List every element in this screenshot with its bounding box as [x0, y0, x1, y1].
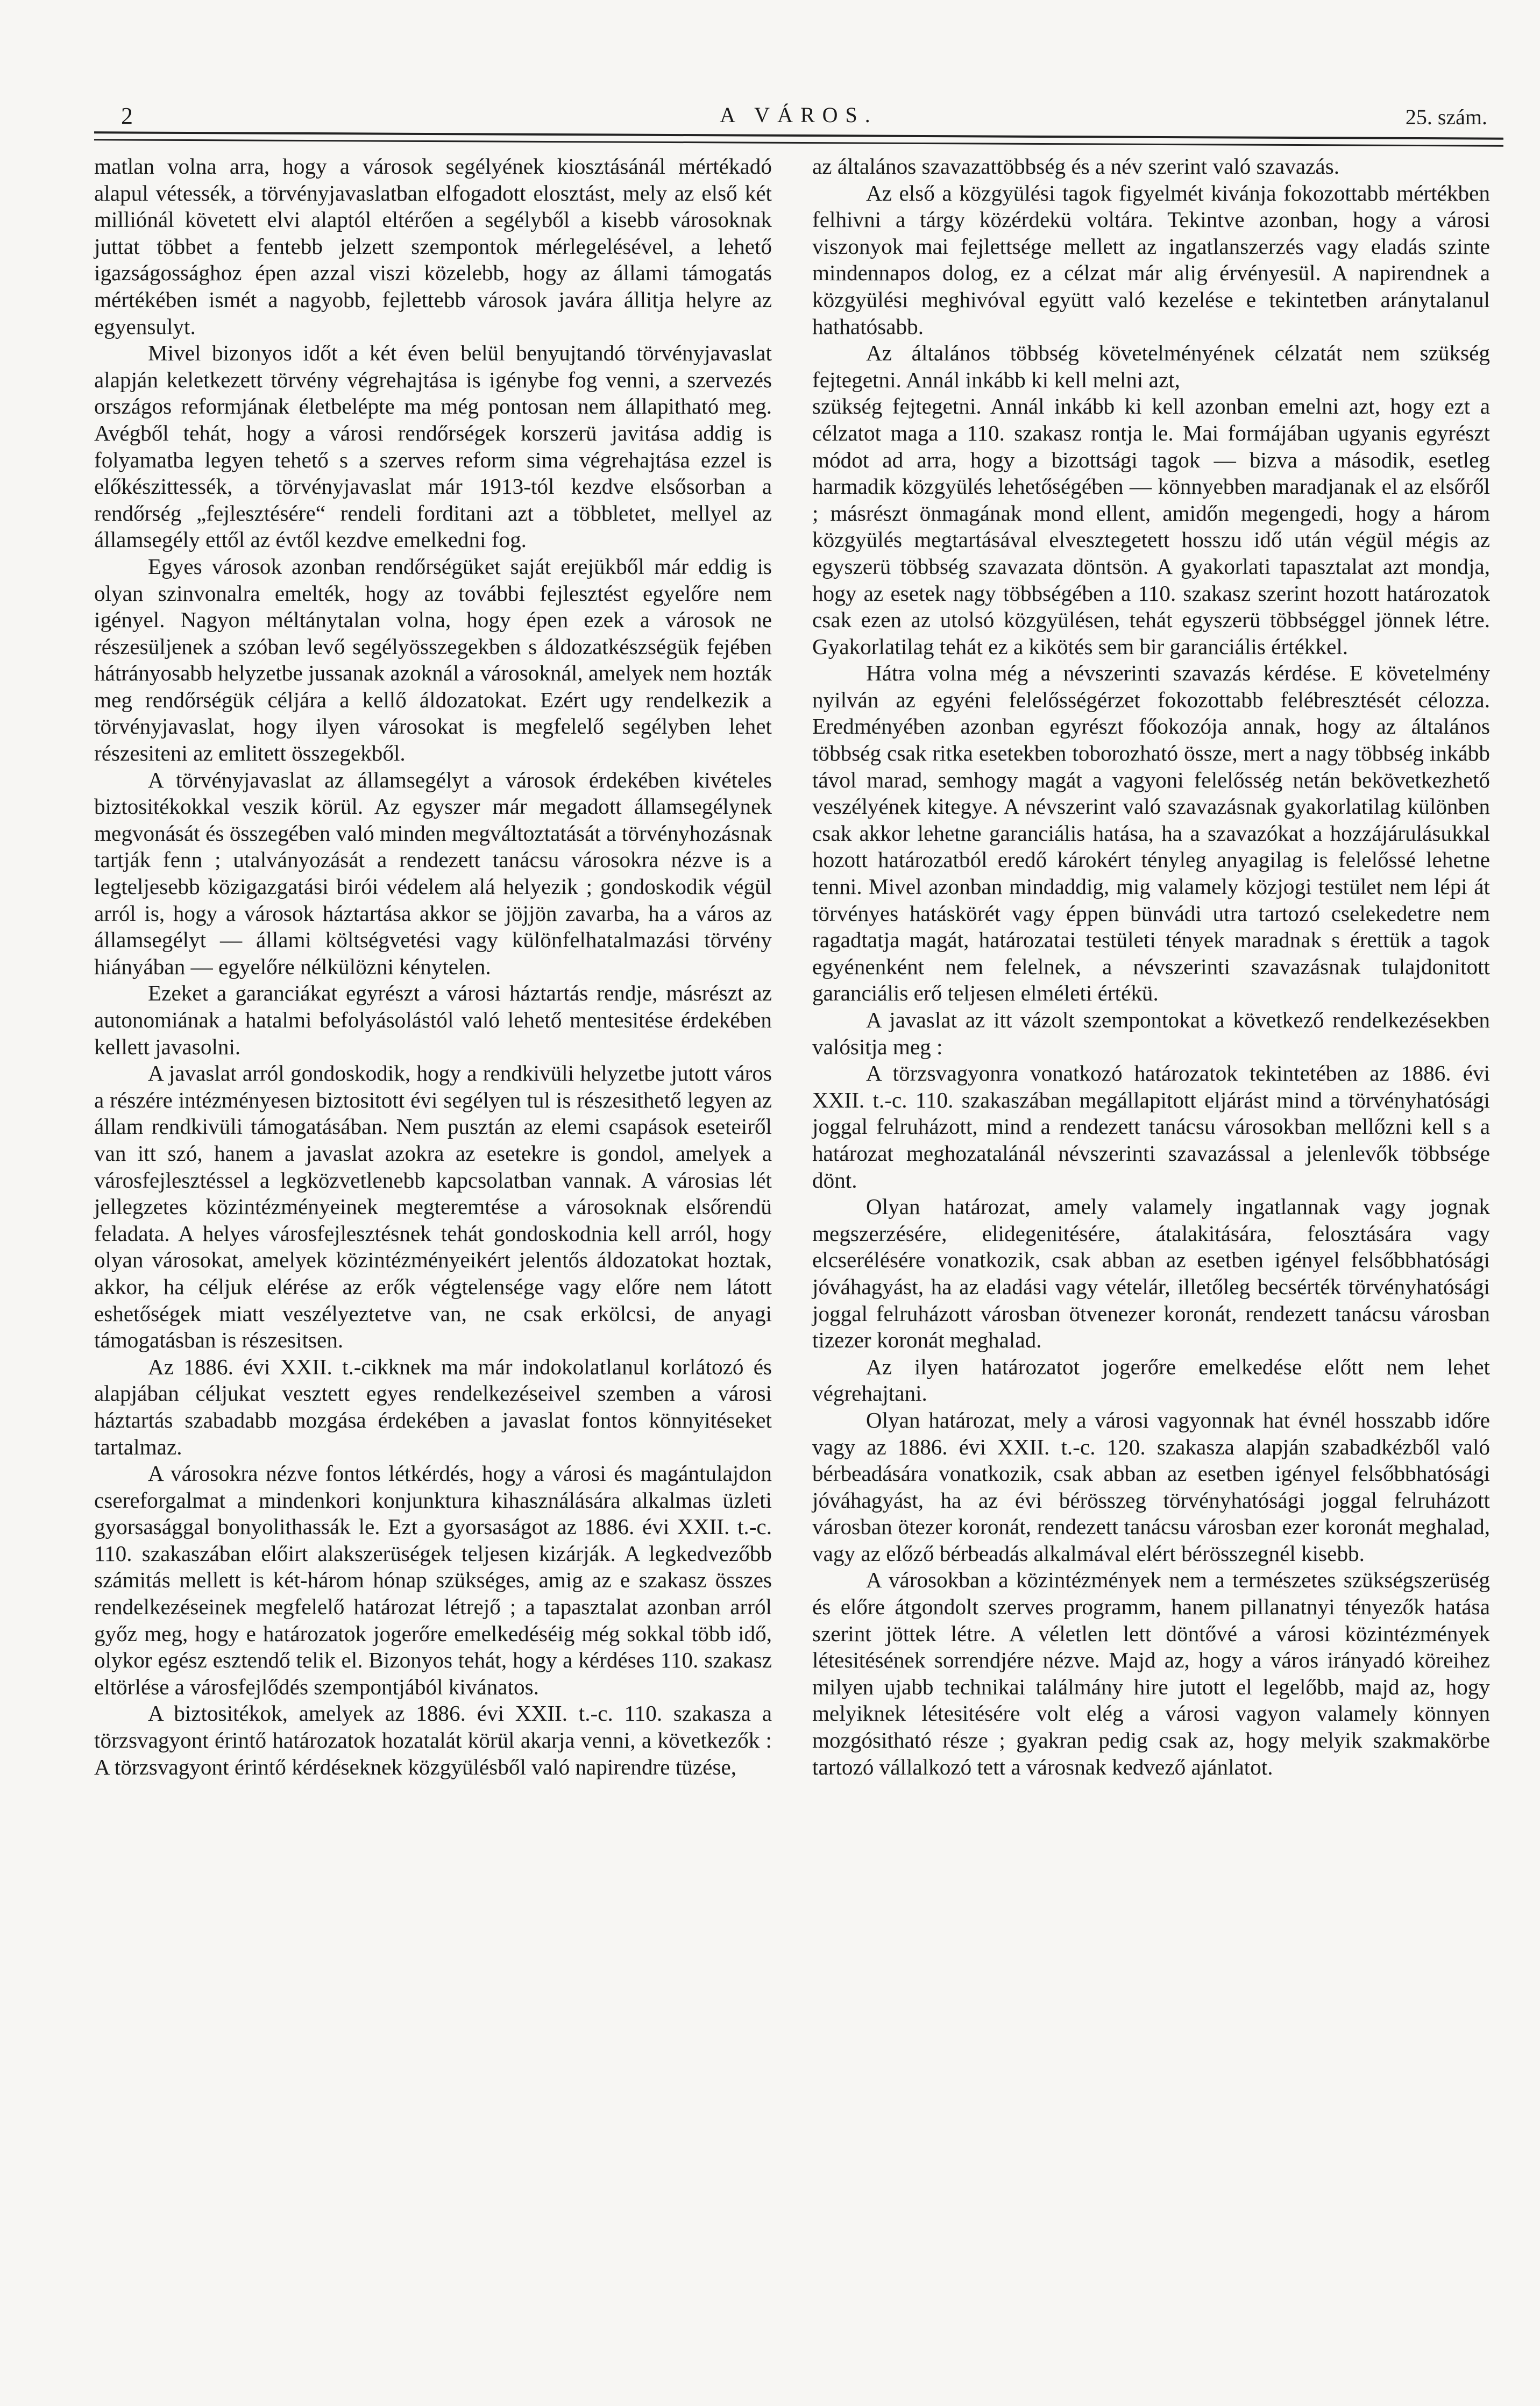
paragraph: Az általános többség követelményének célzatát nem szükség fejtegetni. Annál inkább ki kell melni azt,	[812, 340, 1490, 392]
paragraph: az általános szavazattöbbség és a név szerint való szavazás.	[812, 154, 1340, 179]
right-column	[812, 153, 1490, 1780]
paragraph: A javaslat az itt vázolt szempontokat a következő rendelkezésekben valósitja meg :	[812, 1007, 1490, 1059]
paragraph: A városokban a közintézmények nem a természetes szükségszerüség és előre átgondolt szerves programm, hanem pillanatnyi tényezők hatása szerint jöttek létre. A véletlen lett döntővé a városi közintézmények létesitésének sorrendjére nézve. Majd az, hogy a város irányadó köreihez milyen ujabb technikai találmány hire jutott el legelőbb, majd az, hogy melyiknek létesitésére volt elég a városi vagyon valamely könnyen mozgósitható része ; gyakran pedig csak az, hogy melyik szakmakörbe tartozó vállalkozó tett a városnak kedvező ajánlatot.	[812, 1567, 1490, 1779]
paragraph: Hátra volna még a névszerinti szavazás kérdése. E követelmény nyilván az egyéni felelősségérzet fokozottabb felébresztését célozza. Eredményében azonban egyrészt főokozója annak, hogy az általános többség csak ritka esetekben toborozható össze, mert a nagy többség inkább távol marad, semhogy magát a vagyoni felelősség netán bekövetkezhető veszélyének kitegye. A névszerint való szavazásnak gyakorlatilag különben csak akkor lehetne garanciális hatása, ha a szavazókat a hozzájárulásukkal hozott határozatból eredő károkért tényleg anyagilag is felelőssé lehetne tenni. Mivel azonban mindaddig, mig valamely közjogi testület nem lépi át törvényes hatáskörét vagy éppen bünvádi utra tartozó cselekedetre nem ragadtatja magát, határozatai testületi tények maradnak s érettük a tagok egyénenként nem felelnek, a névszerinti szavazásnak tulajdonitott garanciális erő teljesen elméleti értékü.	[812, 661, 1490, 1006]
left-column	[94, 153, 772, 1780]
page-number: 2	[121, 103, 133, 129]
paragraph: Az első a közgyülési tagok figyelmét kivánja fokozottabb mértékben felhivni a tárgy közérdekü voltára. Tekintve azonban, hogy a városi viszonyok mai fejlettsége mellett az ingatlanszerzés vagy eladás szinte mindennapos dolog, ez a célzat már alig érvényesül. A napirendnek a közgyülési meghivóval együtt való kezelése e tekintetben aránytalanul hathatósabb.	[812, 180, 1490, 339]
paragraph: Ezeket a garanciákat egyrészt a városi háztartás rendje, másrészt az autonomiának a hatalmi befolyásolástól való lehető mentesitése érdekében kellett javasolni.	[94, 981, 772, 1059]
paragraph: A törzsvagyonra vonatkozó határozatok tekintetében az 1886. évi XXII. t.-c. 110. szakaszában megállapitott eljárást mind a törvényhatósági joggal felruházott, mind a rendezett tanácsu városokban mellőzni kell s a határozat meghozatalánál névszerinti szavazással a jelenlevők többsége dönt.	[812, 1061, 1490, 1193]
paragraph: Egyes városok azonban rendőrségüket saját erejükből már eddig is olyan szinvonalra emelték, hogy az további fejlesztést egyelőre nem igényel. Nagyon méltánytalan volna, hogy épen ezek a városok ne részesüljenek a szóban levő segélyösszegekben s áldozatkészségük fejében hátrányosabb helyzetbe jussanak azoknál a városoknál, amelyek nem hozták meg rendőrségük céljára a kellő áldozatokat. Ezért ugy rendelkezik a törvényjavaslat, hogy ilyen városokat is megfelelő segélyben lehet részesiteni az emlitett összegekből.	[94, 553, 772, 766]
paragraph: Az 1886. évi XXII. t.-cikknek ma már indokolatlanul korlátozó és alapjában céljukat vesztett egyes rendelkezéseivel szemben a városi háztartás szabadabb mozgása érdekében a javaslat fontos könnyitéseket tartalmaz.	[94, 1354, 772, 1459]
paragraph: Olyan határozat, mely a városi vagyonnak hat évnél hosszabb időre vagy az 1886. évi XXII. t.-c. 120. szakasza alapján szabadkézből való bérbeadására vonatkozik, csak abban az esetben igényel felsőbbhatósági jóváhagyást, ha az évi bérösszeg törvényhatósági joggal felruházott városban ötezer koronát, rendezett tanácsu városban ezer koronát meghalad, vagy az előző bérbeadás alkalmával elért bérösszegnél kisebb.	[812, 1407, 1490, 1566]
paragraph: szükség fejtegetni. Annál inkább ki kell azonban emelni azt, hogy ezt a célzatot maga a 110. szakasz rontja le. Mai formájában ugyanis egyrészt módot ad arra, hogy a bizottsági tagok — bizva a második, esetleg harmadik közgyülés lehetőségében — könnyebben maradjanak el az elsőről ; másrészt önmagának mond ellent, amidőn megengedi, hogy a három közgyülés megtartásával elvesztegetett hosszu idő után végül mégis az egyszerü többség szavazata döntsön. A gyakorlati tapasztalat azt mondja, hogy az esetek nagy többségében a 110. szakasz szerint hozott határozatok csak ezen az utolsó közgyülésen, tehát egyszerü többséggel jönnek létre. Gyakorlatilag tehát ez a kikötés sem bir garanciális értékkel.	[812, 394, 1490, 659]
paragraph: A városokra nézve fontos létkérdés, hogy a városi és magántulajdon csereforgalmat a mindenkori konjunktura kihasználására alkalmas üzleti gyorsasággal bonyolithassák le. Ezt a gyorsaságot az 1886. évi XXII. t.-c. 110. szakaszában előirt alakszerüségek teljesen kizárják. A legkedvezőbb számitás mellett is két-három hónap szükséges, amig az e szakasz összes rendelkezéseinek megfelelő határozat létrejő ; a tapasztalat azonban arról győz meg, hogy e határozatok jogerőre emelkedéséig még sokkal több idő, olykor egész esztendő telik el. Bizonyos tehát, hogy a kérdéses 110. szakasz eltörlése a városfejlődés szempontjából kivánatos.	[94, 1461, 772, 1699]
paragraph: matlan volna arra, hogy a városok segélyének kiosztásánál mértékadó alapul vétessék, a törvényjavaslatban elfogadott elosztást, mely az első két milliónál követett elvi alaptól eltérően a segélyből a kisebb városoknak juttat többet a fentebb jelzett szempontok mérlegelésével, a lehető igazságossághoz épen azzal viszi közelebb, hogy az állami támogatás mértékében ismét a nagyobb, fejlettebb városok javára állitja helyre az egyensulyt.	[94, 154, 772, 339]
paragraph: Olyan határozat, amely valamely ingatlannak vagy jognak megszerzésére, elidegenitésére, átalakitására, felosztására vagy elcserélésére vonatkozik, csak abban az esetben igényel felsőbbhatósági jóváhagyást, ha az eladási vagy vételár, illetőleg becsérték törvényhatósági joggal felruházott városban ötvenezer koronát, rendezett tanácsu városban tizezer koronát meghalad.	[812, 1194, 1490, 1353]
paragraph: A törvényjavaslat az államsegélyt a városok érdekében kivételes biztositékokkal veszik körül. Az egyszer már megadott államsegélynek megvonását és összegében való minden megváltoztatását a törvényhozásnak tartják fenn ; utalványozását a rendezett tanácsu városokra nézve is a legteljesebb közigazgatási birói védelem alá helyezik ; gondoskodik végül arról is, hogy a városok háztartása akkor se jöjjön zavarba, ha a város az államsegélyt — állami költségvetési vagy különfelhatalmazási törvény hiányában — egyelőre nélkülözni kénytelen.	[94, 767, 772, 979]
header-double-rule	[94, 131, 1503, 146]
journal-title: A VÁROS.	[720, 103, 878, 127]
paragraph: A javaslat arról gondoskodik, hogy a rendkivüli helyzetbe jutott város a részére intézményesen biztositott évi segélyen tul is részesithető legyen az állam rendkivüli támogatásában. Nem pusztán az elemi csapások eseteiről van itt szó, hanem a javaslat azokra az esetekre is gondol, amelyek a városfejlesztéssel a legközvetlenebb kapcsolatban vannak. A városias lét jellegzetes közintézményeinek megteremtése a városoknak elsőrendü feladata. A helyes városfejlesztésnek tehát gondoskodnia kell arról, hogy olyan városokat, amelyek közintézményeikért jelentős áldozatokat hoztak, akkor, ha céljuk elérése az erők végtelensége vagy előre nem látott eshetőségek miatt veszélyeztetve van, ne csak erkölcsi, de anyagi támogatásban is részesitsen.	[94, 1061, 772, 1353]
issue-number: 25. szám.	[1405, 105, 1487, 129]
paragraph: A biztositékok, amelyek az 1886. évi XXII. t.-c. 110. szakasza a törzsvagyont érintő határozatok hozatalát körül akarja venni, a következők : A törzsvagyont érintő kérdéseknek közgyülésből való napirendre tüzése,	[94, 1701, 772, 1779]
paragraph: Mivel bizonyos időt a két éven belül benyujtandó törvényjavaslat alapján keletkezett törvény végrehajtása is igénybe fog venni, a szervezés országos reformjának életbelépte ma még pontosan nem állapitható meg. Avégből tehát, hogy a városi rendőrségek korszerü javitása addig is folyamatba legyen tehető s a szerves reform sima végrehajtása ezzel is előkészittessék, a törvényjavaslat már 1913-tól kezdve elsősorban a rendőrség „fejlesztésére“ rendeli forditani azt a többletet, mellyel az államsegély ettől az évtől kezdve emelkedni fog.	[94, 340, 772, 552]
page-header	[94, 97, 1503, 129]
paragraph: Az ilyen határozatot jogerőre emelkedése előtt nem lehet végrehajtani.	[812, 1354, 1490, 1406]
